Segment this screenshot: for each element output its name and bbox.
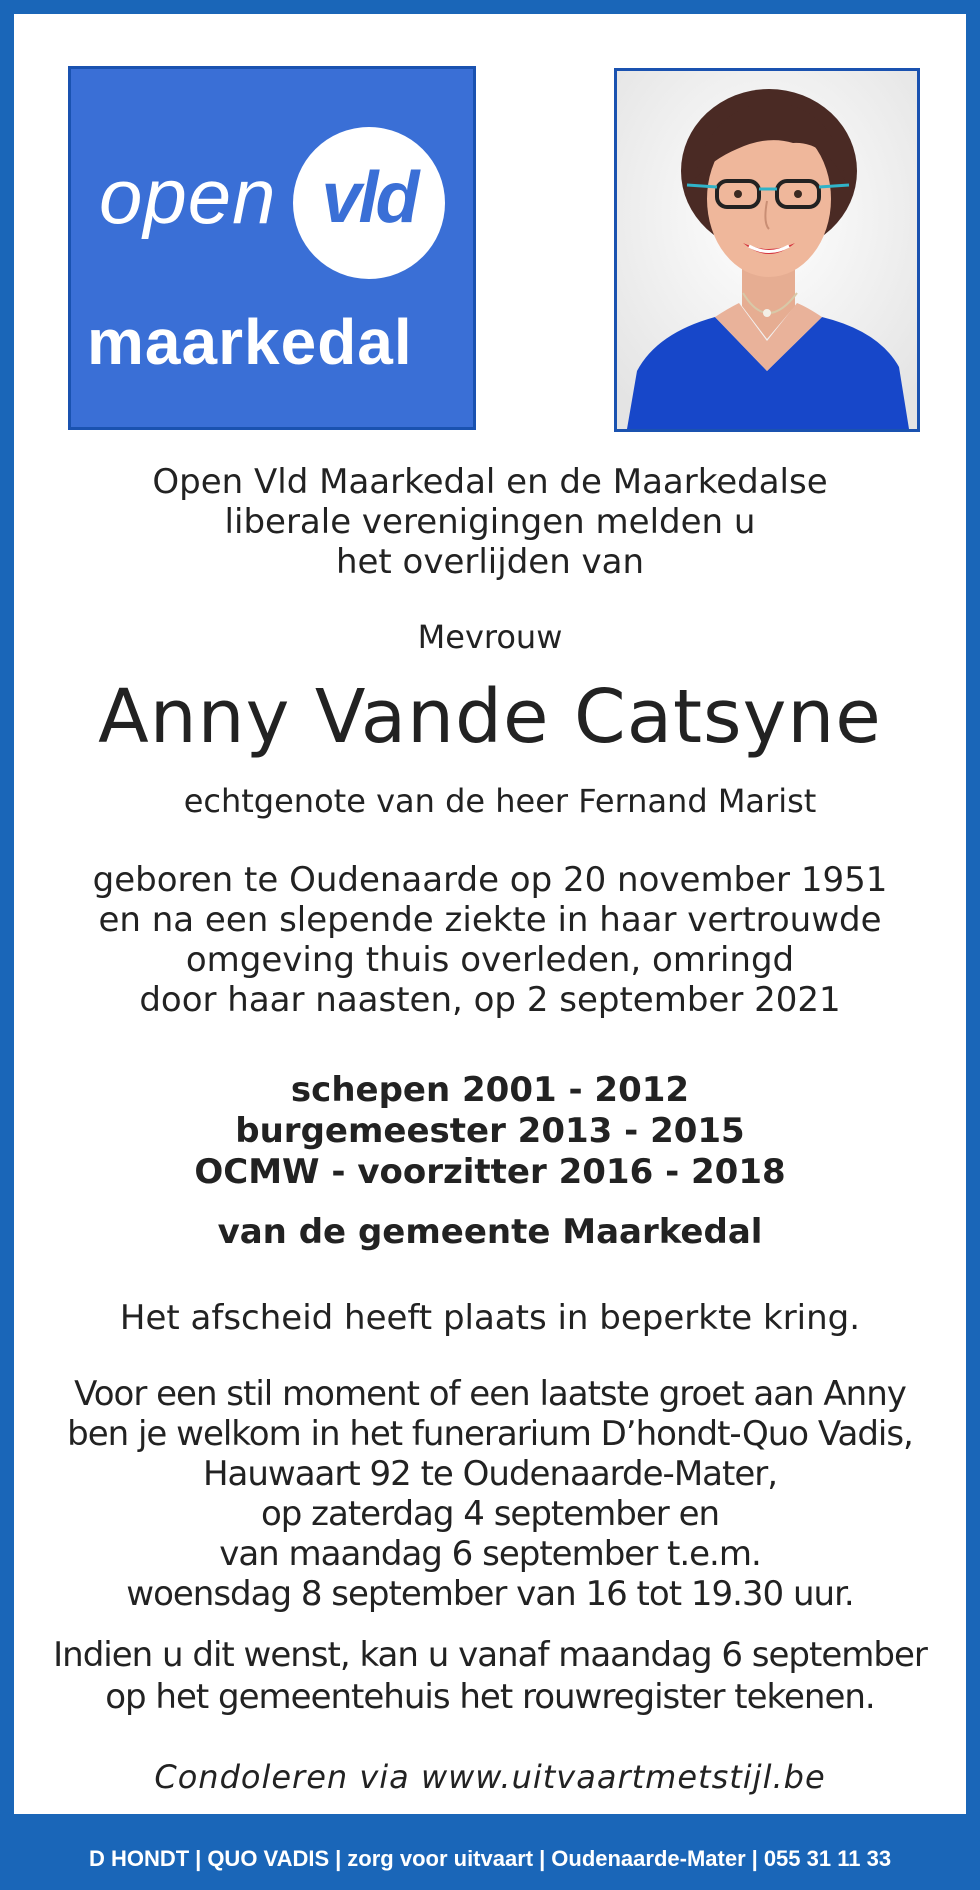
footer-quo-vadis: QUO VADIS <box>207 1846 330 1871</box>
footer-separator: | <box>751 1846 758 1871</box>
visit-line-3: Hauwaart 92 te Oudenaarde-Mater, <box>202 1454 778 1494</box>
born-line-2: en na een slepende ziekte in haar vertrouwde <box>98 900 882 940</box>
footer-brand: D HONDT <box>88 1846 190 1871</box>
logo-circle <box>293 127 445 279</box>
visit-line-5: van maandag 6 september t.e.m. <box>219 1534 761 1574</box>
intro-line-1: Open Vld Maarkedal en de Maarkedalse <box>152 462 828 502</box>
condolence-link[interactable]: Condoleren via www.uitvaartmetstijl.be <box>154 1758 826 1796</box>
birth-death-text <box>14 860 966 1020</box>
municipality-line: van de gemeente Maarkedal <box>217 1212 763 1252</box>
born-line-4: door haar naasten, op 2 september 2021 <box>139 980 841 1020</box>
open-vld-logo <box>68 66 476 430</box>
footer-separator: | <box>195 1846 202 1871</box>
portrait-photo <box>614 68 920 432</box>
visitation-info <box>14 1374 966 1614</box>
role-line-3: OCMW - voorzitter 2016 - 2018 <box>194 1152 786 1192</box>
spouse-line: echtgenote van de heer Fernand Marist <box>183 782 817 820</box>
footer-location: Oudenaarde-Mater <box>551 1846 746 1871</box>
intro-line-2: liberale verenigingen melden u <box>224 502 756 542</box>
role-line-1: schepen 2001 - 2012 <box>290 1070 690 1110</box>
political-roles <box>14 1070 966 1193</box>
logo-maarkedal-text: maarkedal <box>87 306 413 378</box>
footer-tagline: zorg voor uitvaart <box>347 1846 534 1871</box>
deceased-name: Anny Vande Catsyne <box>98 674 882 760</box>
visit-line-2: ben je welkom in het funerarium D’hondt-Quo Vadis, <box>67 1414 913 1454</box>
intro-line-3: het overlijden van <box>335 542 645 582</box>
logo-vld-text: vld <box>321 158 417 238</box>
honorific: Mevrouw <box>417 618 563 656</box>
logo-open-text: open <box>99 152 277 240</box>
visit-line-4: op zaterdag 4 september en <box>260 1494 720 1534</box>
register-line-2: op het gemeentehuis het rouwregister tekenen. <box>105 1677 875 1717</box>
funeral-home-footer <box>0 1828 980 1890</box>
portrait-illustration <box>617 71 917 429</box>
born-line-3: omgeving thuis overleden, omringd <box>185 940 795 980</box>
visit-line-6: woensdag 8 september van 16 tot 19.30 uur. <box>126 1574 854 1614</box>
footer-separator: | <box>335 1846 342 1871</box>
visit-line-1: Voor een stil moment of een laatste groet aan Anny <box>74 1374 906 1414</box>
born-line-1: geboren te Oudenaarde op 20 november 1951 <box>92 860 888 900</box>
obituary-card <box>14 14 966 1814</box>
footer-phone[interactable]: 055 31 11 33 <box>763 1846 892 1871</box>
intro-text <box>14 462 966 582</box>
role-line-2: burgemeester 2013 - 2015 <box>235 1111 745 1151</box>
footer-separator: | <box>539 1846 546 1871</box>
register-info <box>14 1634 966 1718</box>
register-line-1: Indien u dit wenst, kan u vanaf maandag 6 september <box>53 1635 927 1675</box>
farewell-line: Het afscheid heeft plaats in beperkte kring. <box>119 1298 861 1338</box>
